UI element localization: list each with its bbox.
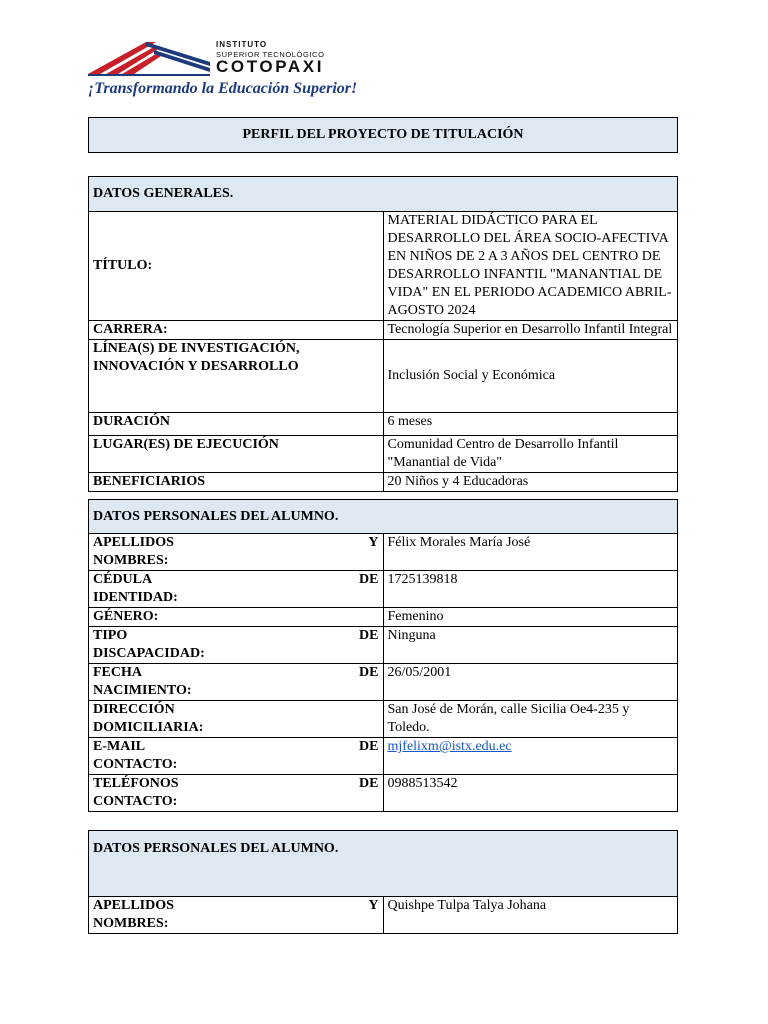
table-row	[89, 897, 678, 934]
email-label	[89, 738, 384, 775]
execution-place-label: LUGAR(ES) DE EJECUCIÓN	[89, 436, 384, 473]
label-part: CONTACTO:	[93, 794, 178, 809]
phone-label	[89, 775, 384, 812]
label-part: TELÉFONOS DE	[93, 776, 379, 791]
document-title: PERFIL DEL PROYECTO DE TITULACIÓN	[88, 117, 678, 153]
label-part: CÉDULA DE	[93, 572, 379, 587]
table-row	[89, 340, 678, 413]
label-part: NOMBRES:	[93, 916, 169, 931]
table-header-row	[89, 177, 678, 212]
birth-date-value: 26/05/2001	[383, 664, 678, 701]
names-label	[89, 534, 384, 571]
institute-name: COTOPAXI	[216, 57, 325, 76]
email-link[interactable]: mjfelixm@istx.edu.ec	[387, 739, 512, 754]
phone-value: 0988513542	[383, 775, 678, 812]
research-line-label: LÍNEA(S) DE INVESTIGACIÓN, INNOVACIÓN Y DESARROLLO	[89, 340, 384, 413]
beneficiaries-label: BENEFICIARIOS	[89, 473, 384, 492]
student-2-table	[88, 830, 678, 934]
names-value: Félix Morales María José	[383, 534, 678, 571]
birth-date-label	[89, 664, 384, 701]
title-label: TÍTULO:	[89, 212, 384, 321]
table-row	[89, 664, 678, 701]
disability-value: Ninguna	[383, 627, 678, 664]
label-part: DISCAPACIDAD:	[93, 646, 205, 661]
institute-slogan: ¡Transformando la Educación Superior!	[88, 80, 358, 97]
student-2-heading: DATOS PERSONALES DEL ALUMNO.	[89, 831, 678, 897]
gender-label: GÉNERO:	[89, 608, 384, 627]
table-row	[89, 775, 678, 812]
student-1-table	[88, 499, 678, 812]
general-data-section	[88, 176, 678, 492]
table-row	[89, 738, 678, 775]
names-value: Quishpe Tulpa Talya Johana	[383, 897, 678, 934]
general-data-table	[88, 176, 678, 492]
label-part: NACIMIENTO:	[93, 683, 192, 698]
table-row	[89, 608, 678, 627]
execution-place-value: Comunidad Centro de Desarrollo Infantil "Manantial de Vida"	[383, 436, 678, 473]
general-data-heading: DATOS GENERALES.	[89, 177, 678, 212]
table-row	[89, 534, 678, 571]
institute-header	[86, 38, 386, 100]
student-1-heading: DATOS PERSONALES DEL ALUMNO.	[89, 500, 678, 534]
research-line-value: Inclusión Social y Económica	[383, 340, 678, 413]
career-label: CARRERA:	[89, 321, 384, 340]
label-part: CONTACTO:	[93, 757, 178, 772]
table-row	[89, 627, 678, 664]
table-row	[89, 212, 678, 321]
label-part: NOMBRES:	[93, 553, 169, 568]
label-part: APELLIDOS Y	[93, 535, 379, 550]
label-part: FECHA DE	[93, 665, 379, 680]
label-part: E-MAIL DE	[93, 739, 379, 754]
table-row	[89, 321, 678, 340]
names-label	[89, 897, 384, 934]
address-value: San José de Morán, calle Sicilia Oe4-235 y Toledo.	[383, 701, 678, 738]
table-row	[89, 413, 678, 436]
table-row	[89, 436, 678, 473]
disability-label	[89, 627, 384, 664]
student-2-section	[88, 830, 678, 934]
institute-line-1: INSTITUTO	[216, 40, 268, 49]
duration-value: 6 meses	[383, 413, 678, 436]
email-value	[383, 738, 678, 775]
beneficiaries-value: 20 Niños y 4 Educadoras	[383, 473, 678, 492]
label-part: DIRECCIÓN	[93, 702, 175, 717]
student-1-section	[88, 499, 678, 812]
label-part: TIPO DE	[93, 628, 379, 643]
table-row	[89, 701, 678, 738]
label-part: APELLIDOS Y	[93, 898, 379, 913]
table-row	[89, 571, 678, 608]
table-row	[89, 473, 678, 492]
career-value: Tecnología Superior en Desarrollo Infantil Integral	[383, 321, 678, 340]
id-card-value: 1725139818	[383, 571, 678, 608]
id-card-label	[89, 571, 384, 608]
title-value: MATERIAL DIDÁCTICO PARA EL DESARROLLO DEL ÁREA SOCIO-AFECTIVA EN NIÑOS DE 2 A 3 AÑOS DEL CENTRO DE DESARROLLO INFANTIL "MANANTIAL DE VIDA" EN EL PERIODO ACADEMICO ABRIL-AGOSTO 2024	[383, 212, 678, 321]
address-label	[89, 701, 384, 738]
table-header-row	[89, 500, 678, 534]
label-part: IDENTIDAD:	[93, 590, 178, 605]
institute-line-2: SUPERIOR TECNOLÓGICO	[216, 50, 325, 59]
institute-logo-icon	[86, 38, 212, 78]
label-part: DOMICILIARIA:	[93, 720, 204, 735]
gender-value: Femenino	[383, 608, 678, 627]
duration-label: DURACIÓN	[89, 413, 384, 436]
table-header-row	[89, 831, 678, 897]
